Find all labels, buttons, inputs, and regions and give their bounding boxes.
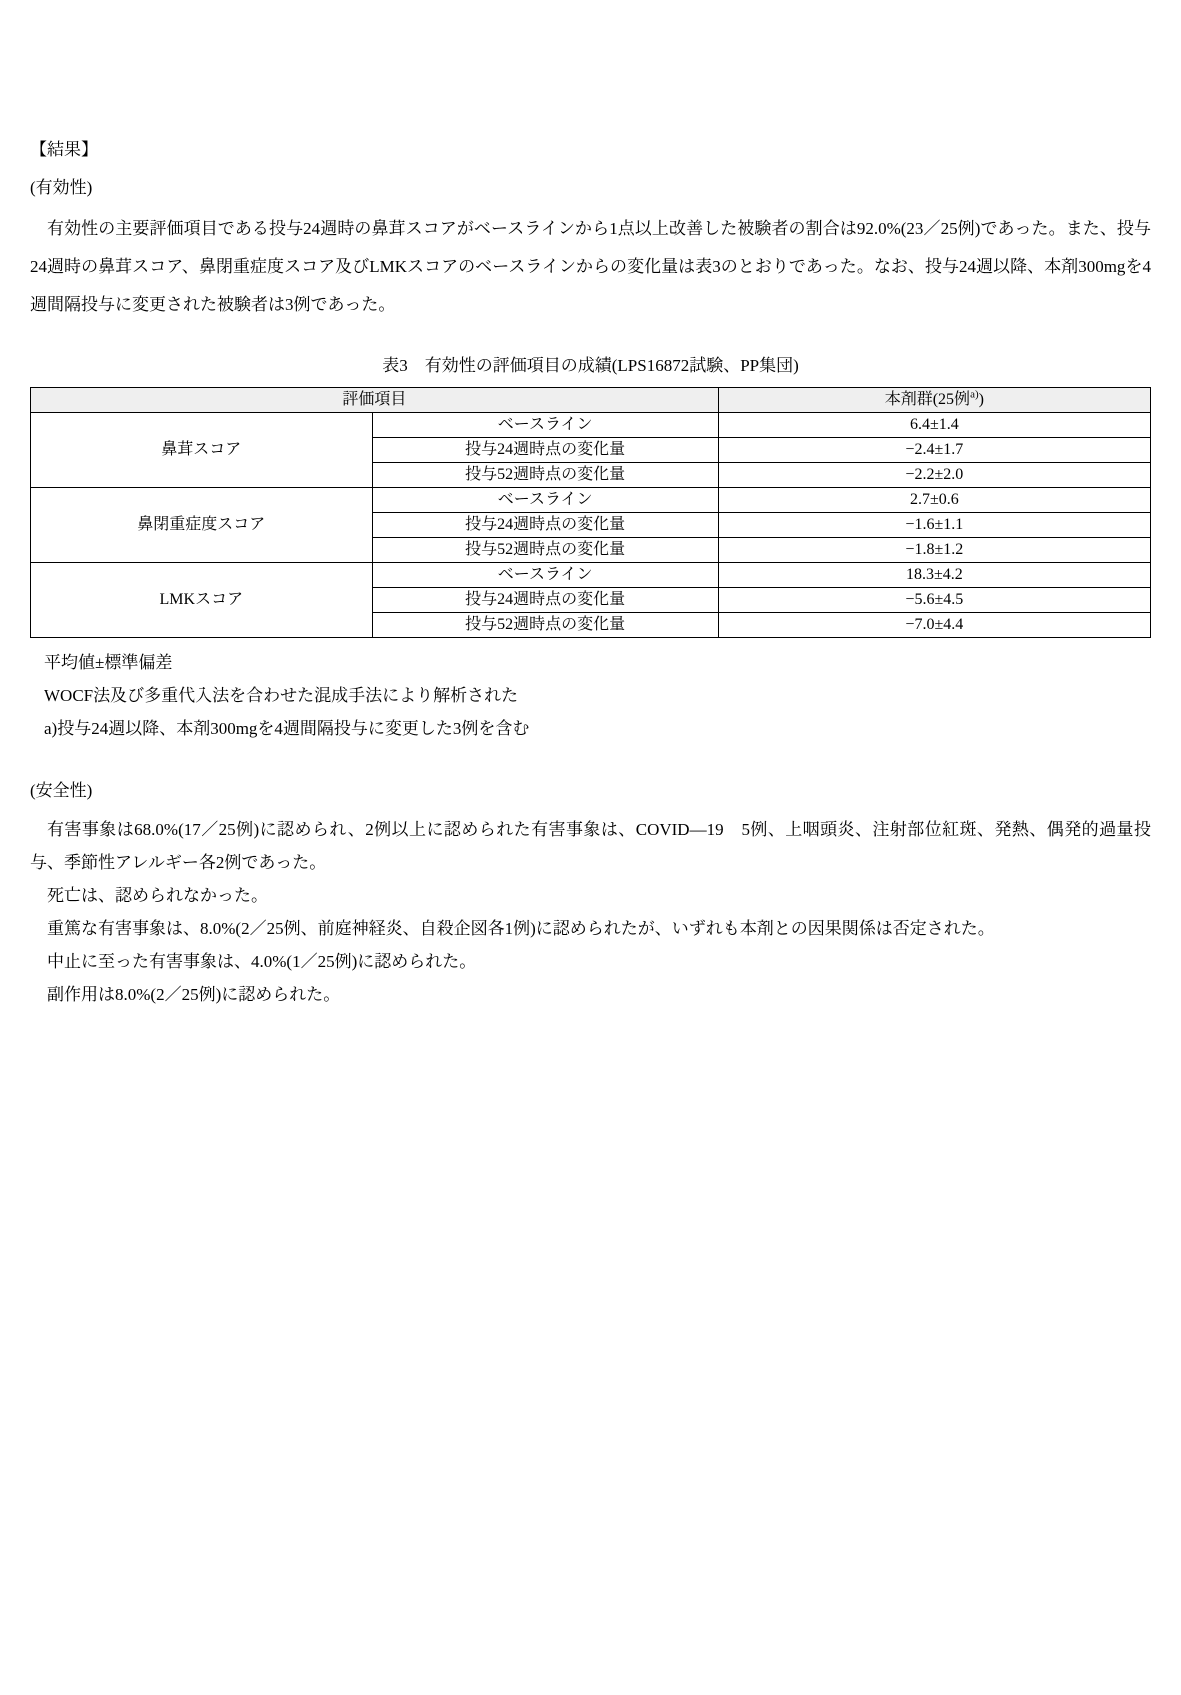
table-footnotes <box>44 652 1151 739</box>
footnote-mean-sd: 平均値±標準偏差 <box>44 653 173 673</box>
safety-paragraph-side-effects: 副作用は8.0%(2／25例)に認められた。 <box>47 985 341 1005</box>
row-value: −2.2±2.0 <box>718 463 1150 488</box>
efficacy-paragraph: 有効性の主要評価項目である投与24週時の鼻茸スコアがベースラインから1点以上改善した被験者の割合は92.0%(23／25例)であった。また、投与24週時の鼻茸スコア、鼻閉重症度スコア及びLMKスコアのベースラインからの変化量は表3のとおりであった。なお、投与24週以降、本剤300mgを4週間隔投与に変更された被験者は3例であった。 <box>30 218 1151 314</box>
footnote-analysis-method: WOCF法及び多重代入法を合わせた混成手法により解析された <box>44 686 519 706</box>
row-category-nasal-polyp: 鼻茸スコア <box>31 413 373 488</box>
safety-paragraph-adverse-events: 有害事象は68.0%(17／25例)に認められ、2例以上に認められた有害事象は、COVID—19 5例、上咽頭炎、注射部位紅斑、発熱、偶発的過量投与、季節性アレルギー各2例であった。 <box>30 820 1151 873</box>
row-category-congestion: 鼻閉重症度スコア <box>31 488 373 563</box>
row-value: −1.8±1.2 <box>718 538 1150 563</box>
row-label: 投与24週時点の変化量 <box>372 513 718 538</box>
row-value: −2.4±1.7 <box>718 438 1150 463</box>
safety-section <box>30 779 1151 1011</box>
row-label: 投与24週時点の変化量 <box>372 588 718 613</box>
header-group-close: ) <box>978 390 984 408</box>
row-value: −1.6±1.1 <box>718 513 1150 538</box>
header-group-base: 本剤群(25例 <box>884 390 971 408</box>
row-label: 投与52週時点の変化量 <box>372 538 718 563</box>
row-category-lmk: LMKスコア <box>31 563 373 638</box>
row-label: 投与52週時点の変化量 <box>372 463 718 488</box>
row-label: 投与52週時点の変化量 <box>372 613 718 638</box>
table-caption: 表3 有効性の評価項目の成績(LPS16872試験、PP集団) <box>382 355 799 375</box>
row-label: ベースライン <box>372 563 718 588</box>
table-row <box>31 488 1151 513</box>
row-label: 投与24週時点の変化量 <box>372 438 718 463</box>
row-value: −7.0±4.4 <box>718 613 1150 638</box>
row-value: 6.4±1.4 <box>718 413 1150 438</box>
header-group-footnote-marker: a) <box>970 388 979 401</box>
safety-paragraph-discontinuation: 中止に至った有害事象は、4.0%(1／25例)に認められた。 <box>47 952 477 972</box>
row-label: ベースライン <box>372 488 718 513</box>
table-header-row <box>31 388 1151 413</box>
header-group-column <box>718 388 1150 413</box>
row-value: 18.3±4.2 <box>718 563 1150 588</box>
row-label: ベースライン <box>372 413 718 438</box>
footnote-a: a)投与24週以降、本剤300mgを4週間隔投与に変更した3例を含む <box>44 719 530 739</box>
table-row <box>31 413 1151 438</box>
efficacy-results-table <box>30 387 1151 638</box>
result-heading: 【結果】 <box>30 140 98 159</box>
row-value: 2.7±0.6 <box>718 488 1150 513</box>
safety-paragraph-serious-events: 重篤な有害事象は、8.0%(2／25例、前庭神経炎、自殺企図各1例)に認められたが、いずれも本剤との因果関係は否定された。 <box>47 919 995 939</box>
safety-heading: (安全性) <box>30 781 93 801</box>
efficacy-section <box>30 176 1151 324</box>
efficacy-heading: (有効性) <box>30 177 93 197</box>
safety-paragraph-deaths: 死亡は、認められなかった。 <box>47 886 268 906</box>
table-row <box>31 563 1151 588</box>
header-item-column: 評価項目 <box>31 388 719 413</box>
row-value: −5.6±4.5 <box>718 588 1150 613</box>
